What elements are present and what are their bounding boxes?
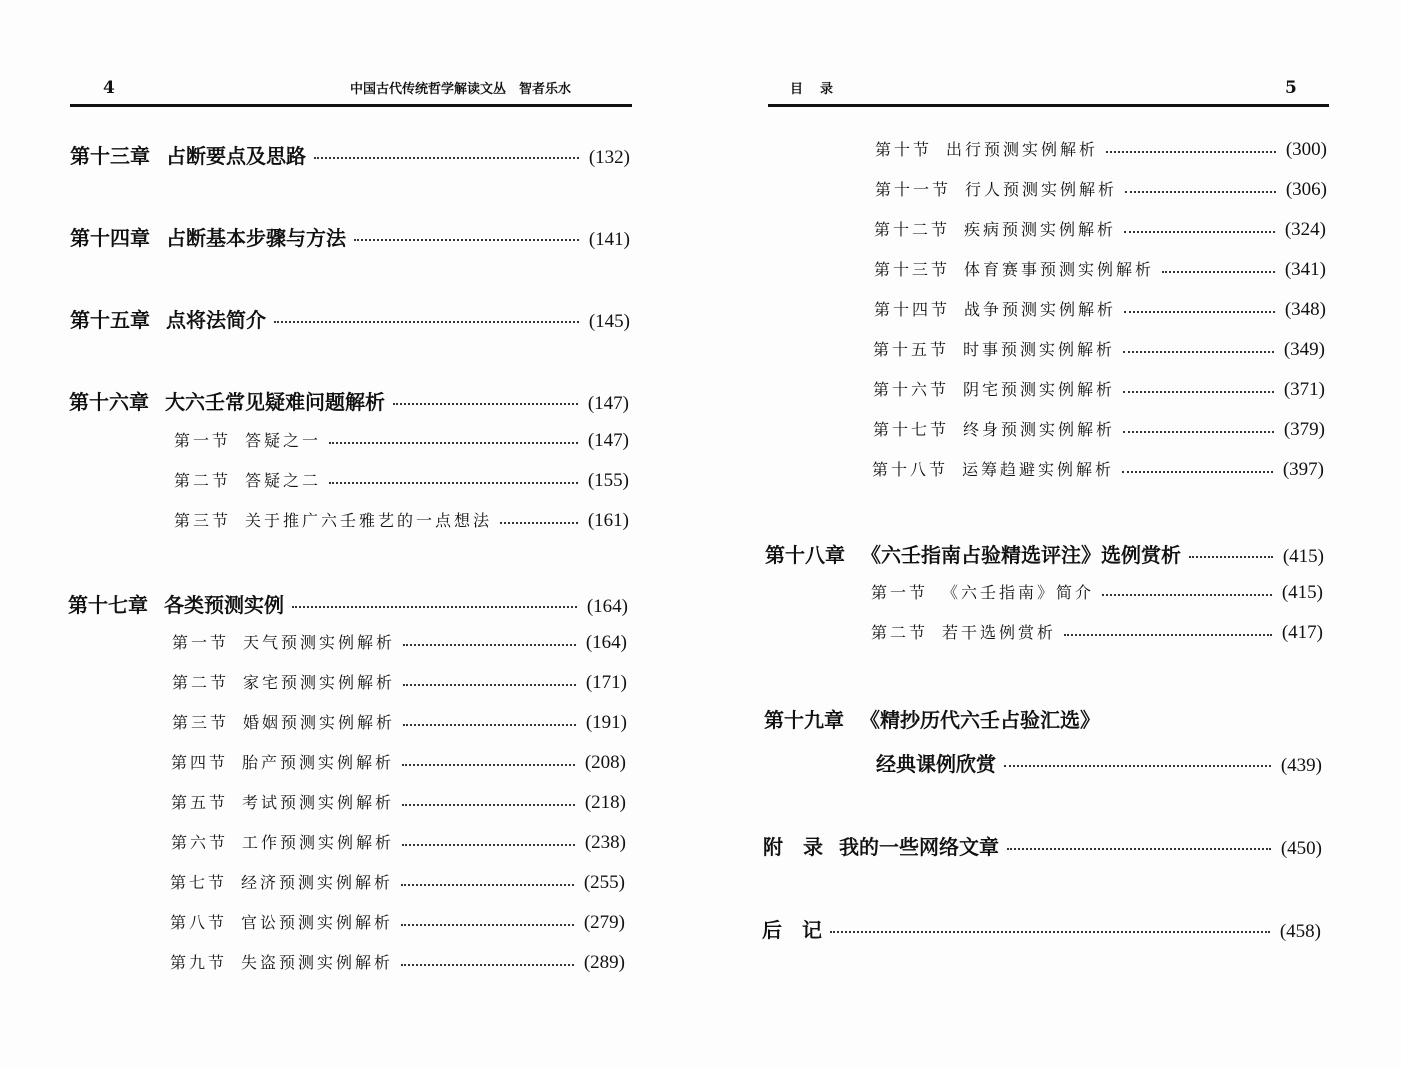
dot-leader <box>500 522 578 524</box>
page-ref: (155) <box>587 470 629 491</box>
dot-leader <box>314 157 579 159</box>
dot-leader <box>403 644 576 646</box>
dot-leader <box>329 442 578 444</box>
page-ref: (171) <box>585 672 627 693</box>
header-rule <box>70 104 632 107</box>
toc-chapter-18[interactable]: 第十八章 《六壬指南占验精选评注》选例赏析 (415) <box>765 543 1324 567</box>
dot-leader <box>1122 471 1273 473</box>
dot-leader <box>830 931 1270 933</box>
dot-leader <box>402 764 575 766</box>
dot-leader <box>1189 556 1273 558</box>
toc-section[interactable]: 第十八节 运筹趋避实例解析 (397) <box>872 459 1324 480</box>
page-ref: (255) <box>583 872 625 893</box>
running-title: 中国古代传统哲学解读文丛 智者乐水 <box>350 82 572 97</box>
page-ref: (439) <box>1280 755 1322 776</box>
page-ref: (417) <box>1281 622 1323 643</box>
dot-leader <box>403 684 576 686</box>
dot-leader <box>1124 311 1275 313</box>
toc-section[interactable]: 第三节 婚姻预测实例解析 (191) <box>172 712 627 733</box>
toc-section[interactable]: 第二节 家宅预测实例解析 (171) <box>172 672 627 693</box>
dot-leader <box>402 844 575 846</box>
toc-chapter-13[interactable]: 第十三章 占断要点及思路 (132) <box>70 144 630 168</box>
toc-chapter-14[interactable]: 第十四章 占断基本步骤与方法 (141) <box>70 226 630 250</box>
toc-chapter-19[interactable]: 第十九章 《精抄历代六壬占验汇选》 <box>764 708 1100 732</box>
dot-leader <box>274 321 579 323</box>
page-ref: (348) <box>1284 299 1326 320</box>
dot-leader <box>354 239 579 241</box>
right-page <box>700 0 1401 1069</box>
dot-leader <box>329 482 578 484</box>
dot-leader <box>401 884 574 886</box>
toc-section[interactable]: 第二节 答疑之二 (155) <box>174 470 629 491</box>
toc-chapter-15[interactable]: 第十五章 点将法简介 (145) <box>70 308 630 332</box>
page-ref: (191) <box>585 712 627 733</box>
toc-afterword[interactable]: 后 记 (458) <box>762 918 1321 942</box>
toc-section[interactable]: 第八节 官讼预测实例解析 (279) <box>170 912 625 933</box>
dot-leader <box>393 403 578 405</box>
toc-section[interactable]: 第九节 失盗预测实例解析 (289) <box>170 952 625 973</box>
dot-leader <box>292 606 577 608</box>
header-rule <box>768 104 1329 107</box>
page-ref: (145) <box>588 311 630 332</box>
dot-leader <box>1162 271 1275 273</box>
running-title: 目 录 <box>790 82 836 97</box>
toc-section[interactable]: 第十六节 阴宅预测实例解析 (371) <box>873 379 1325 400</box>
page-number: 4 <box>103 78 115 98</box>
toc-appendix[interactable]: 附 录 我的一些网络文章 (450) <box>763 835 1322 859</box>
toc-section[interactable]: 第一节 《六壬指南》简介 (415) <box>871 582 1323 603</box>
toc-section[interactable]: 第十四节 战争预测实例解析 (348) <box>874 299 1326 320</box>
toc-section[interactable]: 第十三节 体育赛事预测实例解析 (341) <box>874 259 1326 280</box>
toc-chapter-16[interactable]: 第十六章 大六壬常见疑难问题解析 (147) <box>69 390 629 414</box>
page-ref: (279) <box>583 912 625 933</box>
page-ref: (289) <box>583 952 625 973</box>
page-ref: (371) <box>1283 379 1325 400</box>
dot-leader <box>1123 431 1274 433</box>
page-ref: (415) <box>1282 546 1324 567</box>
dot-leader <box>1064 634 1272 636</box>
page-ref: (450) <box>1280 838 1322 859</box>
page-ref: (161) <box>587 510 629 531</box>
page-ref: (341) <box>1284 259 1326 280</box>
toc-section[interactable]: 第四节 胎产预测实例解析 (208) <box>171 752 626 773</box>
page-ref: (218) <box>584 792 626 813</box>
left-page <box>0 0 700 1069</box>
dot-leader <box>402 804 575 806</box>
page-ref: (349) <box>1283 339 1325 360</box>
dot-leader <box>1004 765 1271 767</box>
page-ref: (238) <box>584 832 626 853</box>
page-ref: (306) <box>1285 179 1327 200</box>
page-ref: (300) <box>1285 139 1327 160</box>
dot-leader <box>1102 594 1272 596</box>
toc-section[interactable]: 第七节 经济预测实例解析 (255) <box>170 872 625 893</box>
dot-leader <box>401 964 574 966</box>
toc-section[interactable]: 第五节 考试预测实例解析 (218) <box>171 792 626 813</box>
dot-leader <box>1124 231 1275 233</box>
toc-chapter-19-cont[interactable]: 经典课例欣赏 (439) <box>876 752 1322 776</box>
dot-leader <box>403 724 576 726</box>
toc-section[interactable]: 第一节 答疑之一 (147) <box>174 430 629 451</box>
dot-leader <box>1123 351 1274 353</box>
dot-leader <box>1106 151 1276 153</box>
dot-leader <box>1007 848 1271 850</box>
dot-leader <box>401 924 574 926</box>
toc-section[interactable]: 第二节 若干选例赏析 (417) <box>871 622 1323 643</box>
dot-leader <box>1125 191 1276 193</box>
toc-section[interactable]: 第十节 出行预测实例解析 (300) <box>875 139 1327 160</box>
toc-section[interactable]: 第六节 工作预测实例解析 (238) <box>171 832 626 853</box>
page-ref: (458) <box>1279 921 1321 942</box>
page-ref: (208) <box>584 752 626 773</box>
page-ref: (132) <box>588 147 630 168</box>
page-ref: (164) <box>585 632 627 653</box>
toc-section[interactable]: 第十一节 行人预测实例解析 (306) <box>875 179 1327 200</box>
toc-section[interactable]: 第十七节 终身预测实例解析 (379) <box>873 419 1325 440</box>
toc-section[interactable]: 第十二节 疾病预测实例解析 (324) <box>874 219 1326 240</box>
page-ref: (147) <box>587 430 629 451</box>
page-ref: (164) <box>586 596 628 617</box>
toc-section[interactable]: 第十五节 时事预测实例解析 (349) <box>873 339 1325 360</box>
toc-section[interactable]: 第三节 关于推广六壬雅艺的一点想法 (161) <box>174 510 629 531</box>
dot-leader <box>1123 391 1274 393</box>
page-ref: (324) <box>1284 219 1326 240</box>
page-number: 5 <box>1285 78 1297 98</box>
page-ref: (397) <box>1282 459 1324 480</box>
page-ref: (147) <box>587 393 629 414</box>
page-ref: (141) <box>588 229 630 250</box>
page-ref: (415) <box>1281 582 1323 603</box>
toc-chapter-17[interactable]: 第十七章 各类预测实例 (164) <box>68 593 628 617</box>
toc-section[interactable]: 第一节 天气预测实例解析 (164) <box>172 632 627 653</box>
page-ref: (379) <box>1283 419 1325 440</box>
